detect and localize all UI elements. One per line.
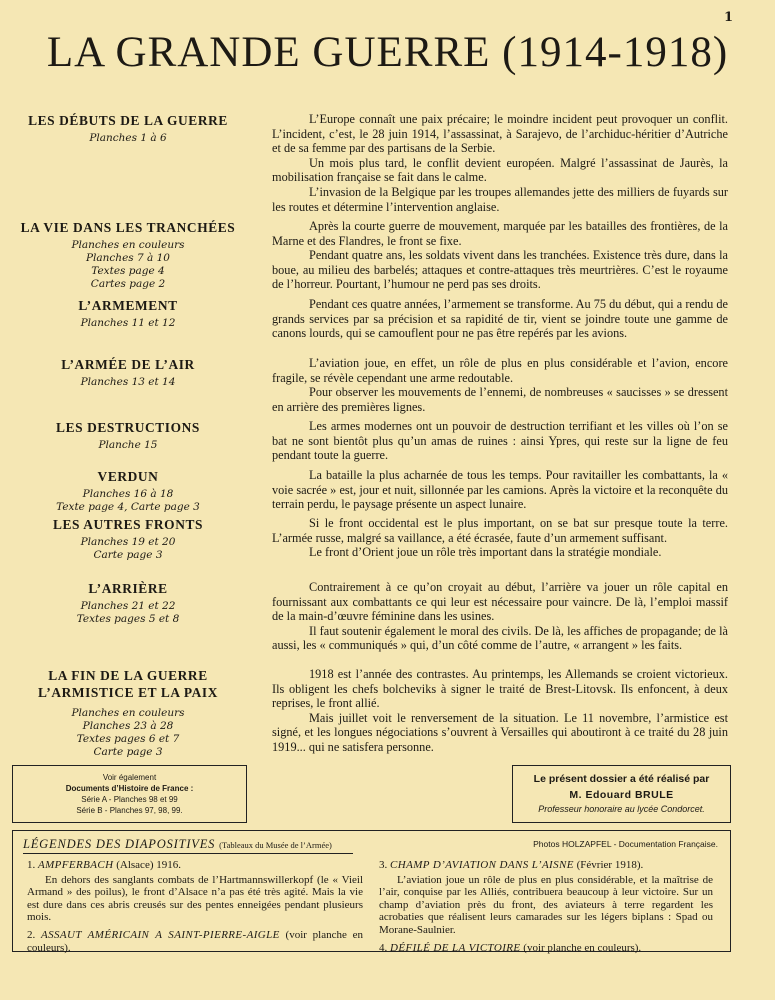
planches-ref: Planches 13 et 14 <box>80 376 176 388</box>
legend-detail: (voir planche en couleurs). <box>520 941 642 954</box>
section-sidebar <box>10 667 246 759</box>
section-heading: LES DESTRUCTIONS <box>56 420 200 435</box>
photo-credit: Photos HOLZAPFEL - Documentation Française. <box>533 839 718 849</box>
section-sidebar <box>10 219 246 291</box>
author-name: M. Edouard BRULE <box>569 789 674 801</box>
paragraph: Après la courte guerre de mouvement, marquée par les batailles des frontières, de la Marne et des Flandres, le front se fixe. <box>272 219 728 248</box>
paragraph: Pendant quatre ans, les soldats vivent dans les tranchées. Existence très dure, dans la boue, au milieu des barbelés; attaques et contre-attaques très meurtrières. C’est le royaume de l’horreur. Pourtant, l’humour ne perd pas ses droits. <box>272 248 728 292</box>
section-heading: L’ARMÉE DE L’AIR <box>61 357 195 372</box>
section-heading: L’ARRIÈRE <box>88 581 168 596</box>
section-sidebar <box>10 356 246 389</box>
legend-detail: (Alsace) 1916. <box>113 859 181 871</box>
author-box <box>512 765 731 823</box>
legend-title: DÉFILÉ DE LA VICTOIRE <box>390 941 521 954</box>
legend-number: 4. <box>379 941 388 954</box>
section-heading: LA FIN DE LA GUERRE L’ARMISTICE ET LA PAIX <box>37 668 218 700</box>
section-heading: LES AUTRES FRONTS <box>52 517 204 532</box>
section-sidebar <box>10 580 246 626</box>
section-text <box>272 468 728 512</box>
paragraph: L’aviation joue, en effet, un rôle de plus en plus considérable et l’avion, encore fragile, se révèle cependant une arme redoutable. <box>272 356 728 385</box>
legends-title <box>23 837 332 852</box>
paragraph: L’invasion de la Belgique par les troupes allemandes jette des milliers de fuyards sur les routes et détermine l’intervention anglaise. <box>272 184 728 214</box>
section-text <box>272 219 728 292</box>
legend-number: 3. <box>379 859 388 871</box>
section-sidebar <box>10 297 246 330</box>
section-heading: LES DÉBUTS DE LA GUERRE <box>28 113 228 128</box>
section-text <box>272 667 728 755</box>
planches-ref: Planches 11 et 12 <box>80 317 176 329</box>
planches-ref: Planches 7 à 10 <box>85 252 170 264</box>
paragraph: Contrairement à ce qu’on croyait au début, l’arrière va jouer un rôle capital en fournissant aux combattants ce qui leur est nécessaire pour vaincre. De là, l’emploi massif de la main-d’œuvre féminine dans les usines. <box>272 580 728 624</box>
legends-column-left <box>27 859 363 956</box>
planches-ref: Planches 23 à 28 <box>82 720 174 732</box>
legend-item-heading <box>27 929 363 954</box>
planches-ref: Texte page 4, Carte page 3 <box>56 501 200 513</box>
planches-ref: Planches en couleurs <box>71 707 185 719</box>
legend-text: En dehors des sanglants combats de l’Hartmannswillerkopf (le « Vieil Armand » des poilus), le front d’Alsace n’a pas été très agité. Mais la vie est dure dans ces abris creusés sur des pentes enneigées pendant plusieurs mois. <box>27 873 363 924</box>
planches-ref: Textes pages 5 et 8 <box>76 613 180 625</box>
legend-title: AMPFERBACH <box>38 859 114 871</box>
paragraph: L’Europe connaît une paix précaire; le moindre incident peut provoquer un conflit. L’incident, c’est, le 28 juin 1914, l’assassinat, à Sarajevo, de l’archiduc-héritier d’Autriche et de sa femme par des partisans de la Serbie. <box>272 112 728 156</box>
author-intro: Le présent dossier a été réalisé par <box>533 773 710 785</box>
planches-ref: Planches 16 à 18 <box>82 488 174 500</box>
legend-detail: (voir planche en couleurs). <box>27 928 363 954</box>
see-also-line: Voir également <box>102 773 157 782</box>
section-text <box>272 297 728 341</box>
planches-ref: Cartes page 2 <box>90 278 166 290</box>
page-title: LA GRANDE GUERRE (1914-1918) <box>46 29 729 76</box>
planches-ref: Carte page 3 <box>93 549 163 561</box>
legend-text: L’aviation joue un rôle de plus en plus considérable, et la maîtrise de l’air, conquise par les Alliés, contribuera beaucoup à leur victoire. Sur un champ d’aviation près du front, des aviateurs à terre regardent les acrobaties que réalisent leurs camarades sur les légers biplans : Spad ou Morane-Saulnier. <box>379 873 713 936</box>
paragraph: La bataille la plus acharnée de tous les temps. Pour ravitailler les combattants, la « voie sacrée » est, jour et nuit, sillonnée par les camions. Après la victoire et la reconquête du terrain perdu, le paysage présente un aspect lunaire. <box>272 468 728 512</box>
legend-detail: (Février 1918). <box>573 859 644 871</box>
section-heading: LA VIE DANS LES TRANCHÉES <box>20 220 236 235</box>
planches-ref: Planches en couleurs <box>71 239 185 251</box>
see-also-line: Série A - Planches 98 et 99 <box>81 795 178 804</box>
legends-subtitle: (Tableaux du Musée de l’Armée) <box>219 840 332 850</box>
see-also-box <box>12 765 247 823</box>
legends-box <box>12 830 731 952</box>
paragraph: Le front d’Orient joue un rôle très important dans la stratégie mondiale. <box>309 545 662 560</box>
paragraph: Si le front occidental est le plus important, on se bat sur presque toute la terre. L’armée russe, malgré sa vaillance, a été écrasée, faute d’un armement suffisant. <box>272 516 728 545</box>
legends-column-right <box>379 859 713 956</box>
section-text <box>272 112 728 214</box>
planches-ref: Textes pages 6 et 7 <box>76 733 180 745</box>
paragraph: Un mois plus tard, le conflit devient européen. Malgré l’assassinat de Jaurès, la mobilisation française se fait dans le calme. <box>272 155 728 185</box>
page-number: 1 <box>723 10 733 25</box>
section-sidebar <box>10 112 246 145</box>
planches-ref: Planches 1 à 6 <box>89 132 167 144</box>
see-also-line: Documents d’Histoire de France : <box>65 784 194 793</box>
paragraph: Mais juillet voit le renversement de la situation. Le 11 novembre, l’armistice est signé, et les longues négociations s’ouvrent à Versailles qui aboutiront à ce traité du 28 juin 1919... qui ne satisfera personne. <box>272 710 728 754</box>
planches-ref: Planche 15 <box>98 439 158 451</box>
section-text <box>272 580 728 653</box>
paragraph: Il faut soutenir également le moral des civils. De là, les affiches de propagande; de là aussi, les « communiqués » qui, d’un côté comme de l’autre, « arrangent » les faits. <box>272 623 728 653</box>
planches-ref: Carte page 3 <box>93 746 163 758</box>
legend-item-heading <box>27 859 363 872</box>
paragraph: Pendant ces quatre années, l’armement se transforme. Au 75 du début, qui a rendu de grands services par sa précision et sa rapidité de tir, vient se joindre toute une gamme de canons lourds, qui se camouflent pour ne pas être repérés par les avions. <box>272 297 728 341</box>
section-heading: L’ARMEMENT <box>78 298 178 313</box>
section-text <box>272 356 728 414</box>
legend-title: CHAMP D’AVIATION DANS L’AISNE <box>390 859 574 871</box>
section-text <box>272 516 728 560</box>
section-text <box>272 419 728 463</box>
legend-item-heading <box>379 942 713 955</box>
planches-ref: Planches 21 et 22 <box>80 600 176 612</box>
legend-title: ASSAUT AMÉRICAIN A SAINT-PIERRE-AIGLE <box>41 928 280 941</box>
paragraph: Les armes modernes ont un pouvoir de destruction terrifiant et les villes où l’on se bat ne sont bientôt plus qu’un amas de ruines : ainsi Ypres, qui reste sur la ligne de feu pendant toute la guerre. <box>272 419 728 463</box>
planches-ref: Textes page 4 <box>91 265 165 277</box>
planches-ref: Planches 19 et 20 <box>80 536 176 548</box>
legend-number: 2. <box>27 928 36 941</box>
paragraph: Pour observer les mouvements de l’ennemi, de nombreuses « saucisses » se dressent en arrière des premières lignes. <box>272 385 728 414</box>
legends-title-text: LÉGENDES DES DIAPOSITIVES <box>23 837 216 851</box>
paragraph: 1918 est l’année des contrastes. Au printemps, les Allemands se croient victorieux. Ils obligent les chefs bolcheviks à signer le traité de Brest-Litovsk. Ils enfoncent, à deux reprises, le front allié. <box>272 667 728 711</box>
section-sidebar <box>10 516 246 562</box>
legends-title-rule <box>23 853 353 854</box>
section-sidebar <box>10 419 246 452</box>
section-heading: VERDUN <box>97 469 159 484</box>
see-also-line: Série B - Planches 97, 98, 99. <box>76 806 183 815</box>
section-sidebar <box>10 468 246 514</box>
author-role: Professeur honoraire au lycée Condorcet. <box>538 804 705 814</box>
legend-item-heading <box>379 859 713 872</box>
legend-number: 1. <box>27 859 36 871</box>
